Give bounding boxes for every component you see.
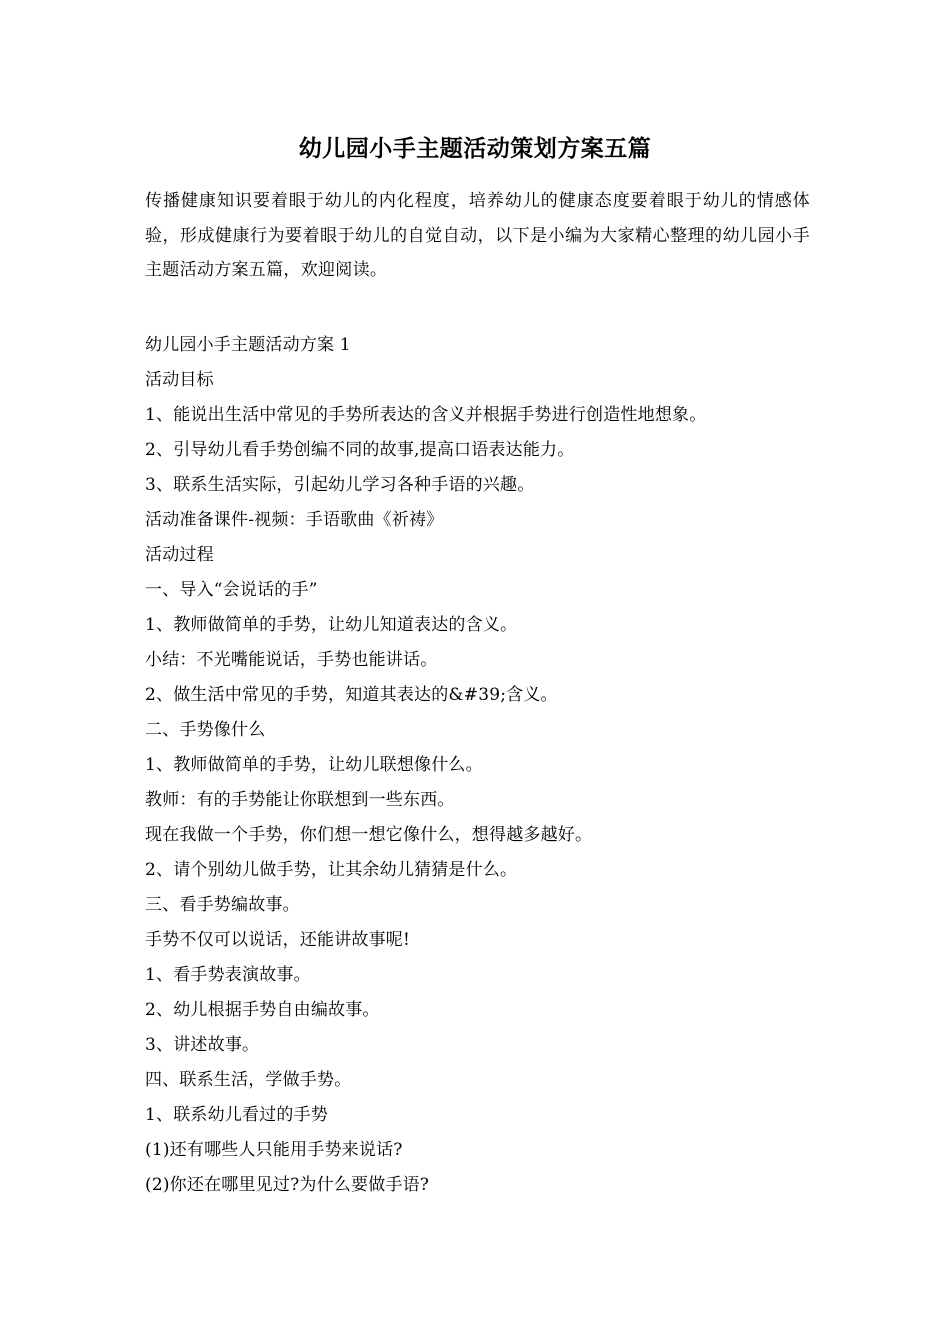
body-text xyxy=(145,328,810,1203)
text-line: 活动准备课件-视频：手语歌曲《祈祷》 xyxy=(145,510,444,530)
document-title: 幼儿园小手主题活动策划方案五篇 xyxy=(298,135,652,162)
text-line: 1、联系幼儿看过的手势 xyxy=(145,1105,329,1125)
text-line: 手势不仅可以说话，还能讲故事呢! xyxy=(145,930,411,950)
text-line: 二、手势像什么 xyxy=(145,720,266,740)
heading-activity-goals: 活动目标 xyxy=(145,370,214,390)
text-line: 三、看手势编故事。 xyxy=(145,895,300,915)
text-line: 教师：有的手势能让你联想到一些东西。 xyxy=(145,790,455,810)
intro-paragraph: 传播健康知识要着眼于幼儿的内化程度，培养幼儿的健康态度要着眼于幼儿的情感体验，形成健康行为要着眼于幼儿的自觉自动，以下是小编为大家精心整理的幼儿园小手主题活动方案五篇，欢迎阅读。 xyxy=(145,191,810,280)
text-line: 2、引导幼儿看手势创编不同的故事,提高口语表达能力。 xyxy=(145,440,575,460)
text-line: 1、教师做简单的手势，让幼儿联想像什么。 xyxy=(145,755,483,775)
text-line: 2、请个别幼儿做手势，让其余幼儿猜猜是什么。 xyxy=(145,860,518,880)
text-line: 现在我做一个手势，你们想一想它像什么，想得越多越好。 xyxy=(145,825,593,845)
text-line: 1、看手势表演故事。 xyxy=(145,965,311,985)
heading-activity-process: 活动过程 xyxy=(145,545,214,565)
text-line: 四、联系生活，学做手势。 xyxy=(145,1070,352,1090)
text-line: (2)你还在哪里见过?为什么要做手语? xyxy=(145,1175,430,1195)
text-line: 3、联系生活实际，引起幼儿学习各种手语的兴趣。 xyxy=(145,475,535,495)
text-line: 2、幼儿根据手势自由编故事。 xyxy=(145,1000,380,1020)
text-line: 1、能说出生活中常见的手势所表达的含义并根据手势进行创造性地想象。 xyxy=(145,405,707,425)
text-line: 一、导入“会说话的手” xyxy=(145,580,318,600)
section-heading-plan-1: 幼儿园小手主题活动方案 1 xyxy=(145,335,351,355)
text-line: 3、讲述故事。 xyxy=(145,1035,260,1055)
text-line: (1)还有哪些人只能用手势来说话? xyxy=(145,1140,403,1160)
text-line: 2、做生活中常见的手势，知道其表达的&#39;含义。 xyxy=(145,685,558,705)
text-line: 1、教师做简单的手势，让幼儿知道表达的含义。 xyxy=(145,615,518,635)
text-line: 小结：不光嘴能说话，手势也能讲话。 xyxy=(145,650,438,670)
